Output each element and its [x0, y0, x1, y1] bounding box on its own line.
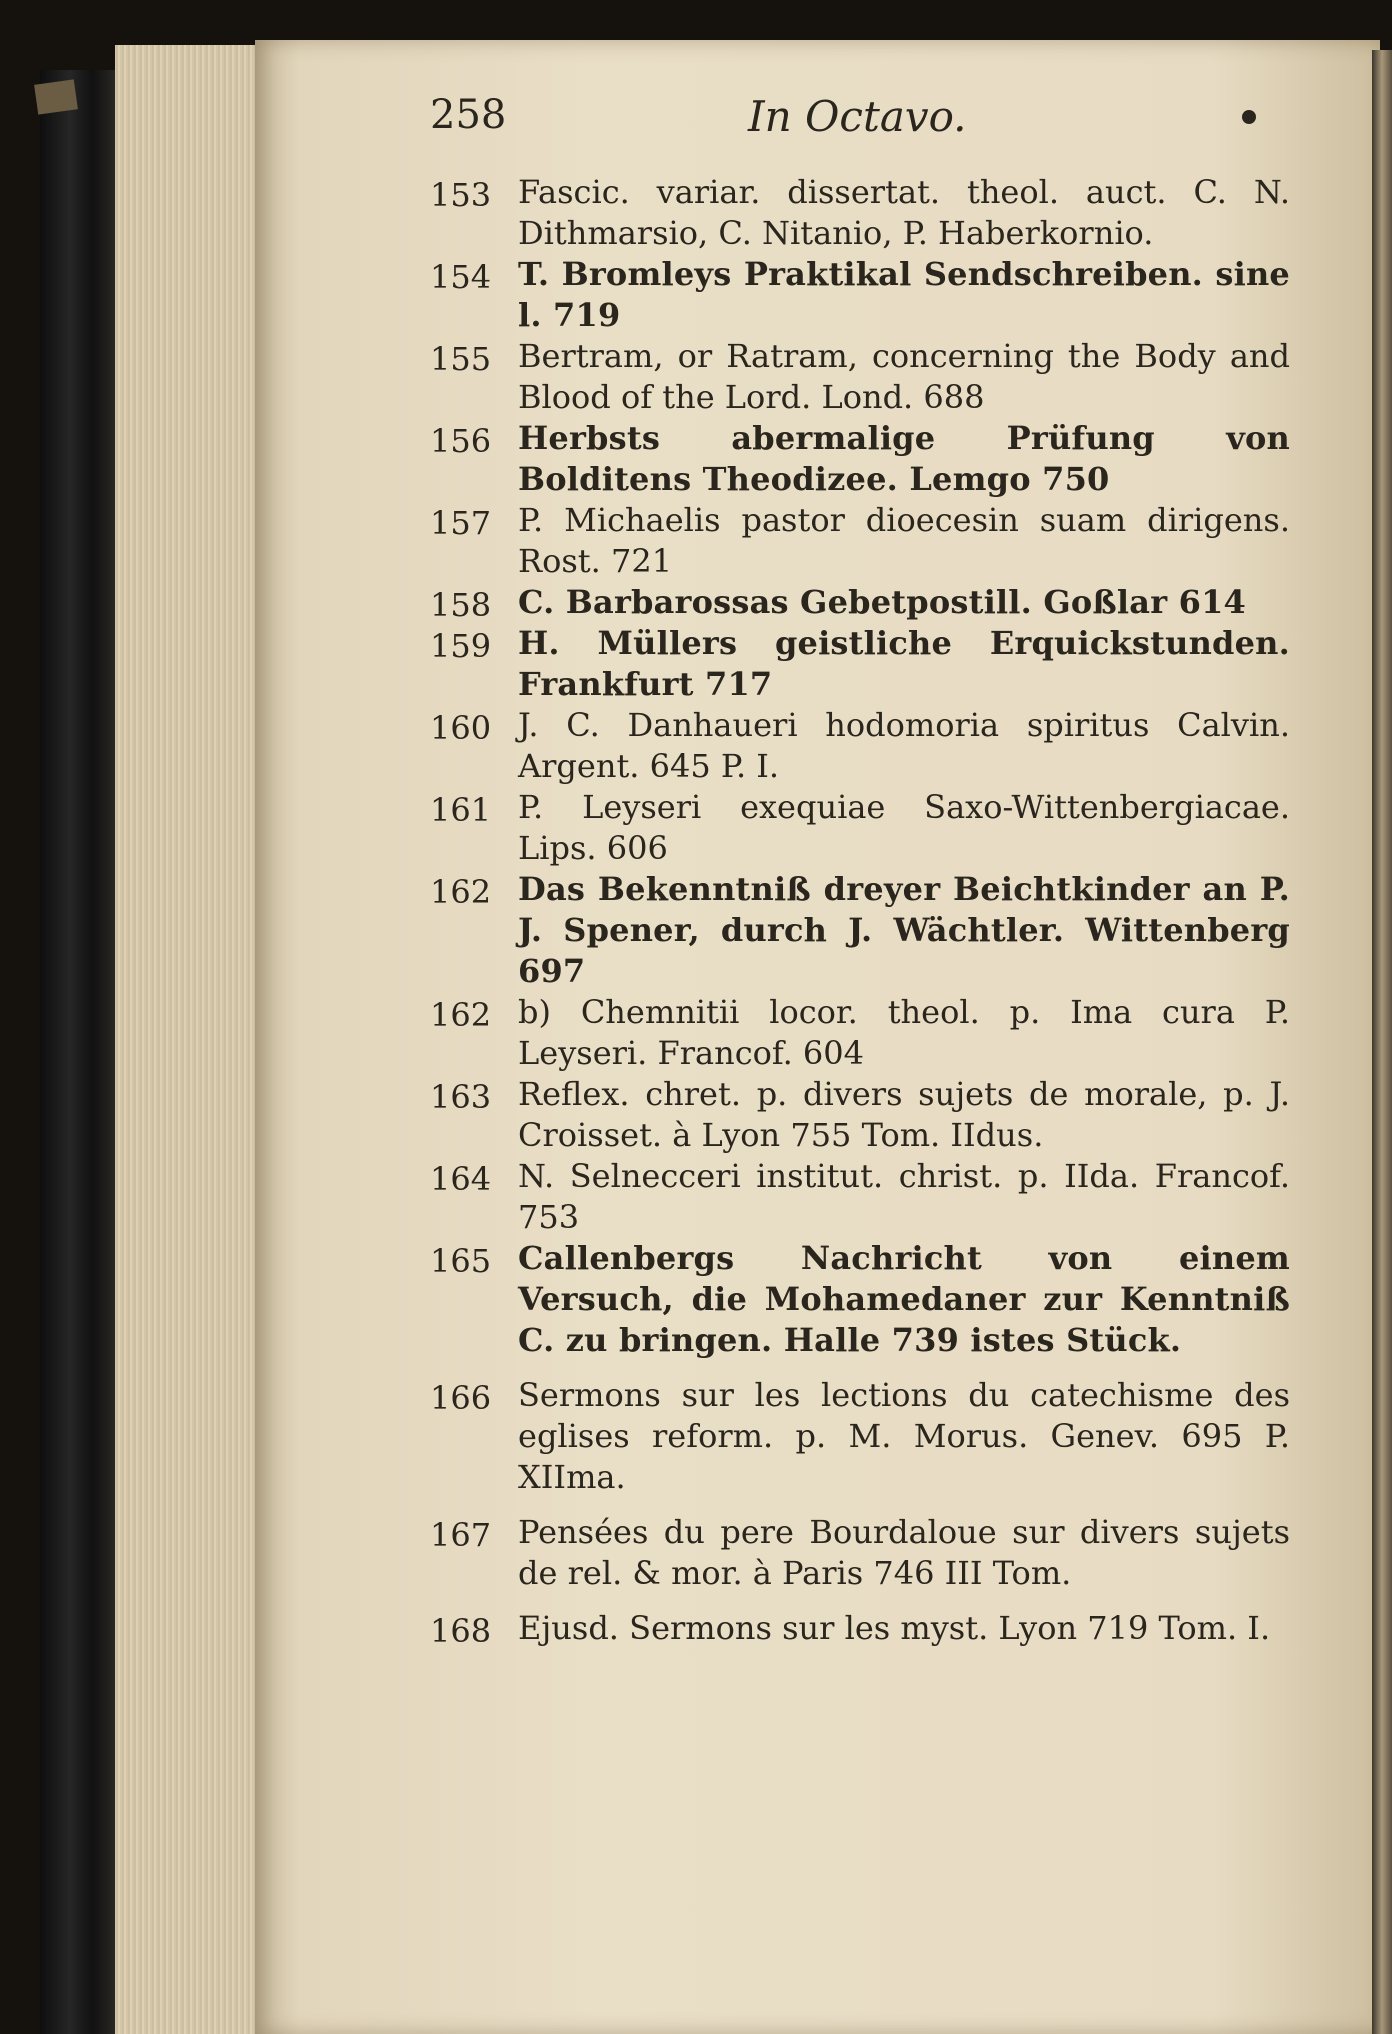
entry-text: Sermons sur les lections du catechisme des eglises reform. p. M. Morus. Genev. 695 P. XIIma.: [518, 1376, 1290, 1496]
catalog-entry: [430, 1074, 1290, 1156]
entry-text: H. Müllers geistliche Erquickstunden. Frankfurt 717: [518, 624, 1290, 703]
entry-number: 159: [430, 627, 492, 665]
entry-text: C. Barbarossas Gebetpostill. Goßlar 614: [518, 583, 1247, 621]
entry-number: 164: [430, 1160, 492, 1198]
entry-number: 160: [430, 709, 492, 747]
catalog-entry: [430, 992, 1290, 1074]
running-title: In Octavo.: [748, 92, 967, 141]
catalog-entry: [430, 418, 1290, 500]
catalog-entry: [430, 1512, 1290, 1594]
catalog-entry: [430, 336, 1290, 418]
entry-text: P. Michaelis pastor dioecesin suam dirigens. Rost. 721: [518, 501, 1290, 580]
entry-number: 168: [430, 1612, 492, 1650]
catalog-entry: [430, 1238, 1290, 1361]
entry-text: N. Selnecceri institut. christ. p. IIda. Francof. 753: [518, 1157, 1290, 1236]
catalog-entry: [430, 1156, 1290, 1238]
entry-number: 166: [430, 1379, 492, 1417]
catalog-entries: [430, 172, 1290, 1649]
entry-number: 154: [430, 258, 492, 296]
entry-text: P. Leyseri exequiae Saxo-Wittenbergiacae. Lips. 606: [518, 788, 1290, 867]
catalog-entry: [430, 869, 1290, 992]
spine-leather-corner: [34, 79, 78, 114]
catalog-entry: [430, 1375, 1290, 1498]
entry-text: Herbsts abermalige Prüfung von Bolditens Theodizee. Lemgo 750: [518, 419, 1290, 498]
page-header: [430, 92, 1290, 152]
entry-text: Reflex. chret. p. divers sujets de morale, p. J. Croisset. à Lyon 755 Tom. IIdus.: [518, 1075, 1290, 1154]
entry-number: 162: [430, 873, 492, 911]
page-edges: [115, 45, 265, 2034]
entry-text: T. Bromleys Praktikal Sendschreiben. sine l. 719: [518, 255, 1290, 334]
entry-text: Fascic. variar. dissertat. theol. auct. C. N. Dithmarsio, C. Nitanio, P. Haberkornio.: [518, 173, 1290, 252]
entry-number: 167: [430, 1516, 492, 1554]
entry-text: b) Chemnitii locor. theol. p. Ima cura P. Leyseri. Francof. 604: [518, 993, 1290, 1072]
entry-number: 156: [430, 422, 492, 460]
catalog-entry: [430, 172, 1290, 254]
entry-number: 161: [430, 791, 492, 829]
ornament-dot-icon: [1242, 110, 1256, 124]
entry-text: J. C. Danhaueri hodomoria spiritus Calvin. Argent. 645 P. I.: [518, 706, 1290, 785]
entry-number: 165: [430, 1242, 492, 1280]
entry-text: Callenbergs Nachricht von einem Versuch, die Mohamedaner zur Kenntniß C. zu bringen. Halle 739 istes Stück.: [518, 1239, 1290, 1359]
entry-number: 158: [430, 586, 492, 624]
entry-number: 157: [430, 504, 492, 542]
book-spine: [40, 70, 115, 2034]
entry-number: 163: [430, 1078, 492, 1116]
entry-text: Pensées du pere Bourdaloue sur divers sujets de rel. & mor. à Paris 746 III Tom.: [518, 1513, 1290, 1592]
entry-text: Ejusd. Sermons sur les myst. Lyon 719 Tom. I.: [518, 1609, 1271, 1647]
catalog-entry: [430, 1608, 1290, 1649]
entry-number: 153: [430, 176, 492, 214]
entry-number: 155: [430, 340, 492, 378]
facing-page-edge: [1372, 50, 1392, 2034]
catalog-entry: [430, 500, 1290, 582]
catalog-entry: [430, 705, 1290, 787]
entry-number: 162: [430, 996, 492, 1034]
page-number: 258: [430, 92, 507, 138]
catalog-entry: [430, 254, 1290, 336]
catalog-entry: [430, 623, 1290, 705]
entry-text: Bertram, or Ratram, concerning the Body and Blood of the Lord. Lond. 688: [518, 337, 1290, 416]
catalog-entry: [430, 787, 1290, 869]
catalog-entry: [430, 582, 1290, 623]
entry-text: Das Bekenntniß dreyer Beichtkinder an P. J. Spener, durch J. Wächtler. Wittenberg 697: [518, 870, 1290, 990]
